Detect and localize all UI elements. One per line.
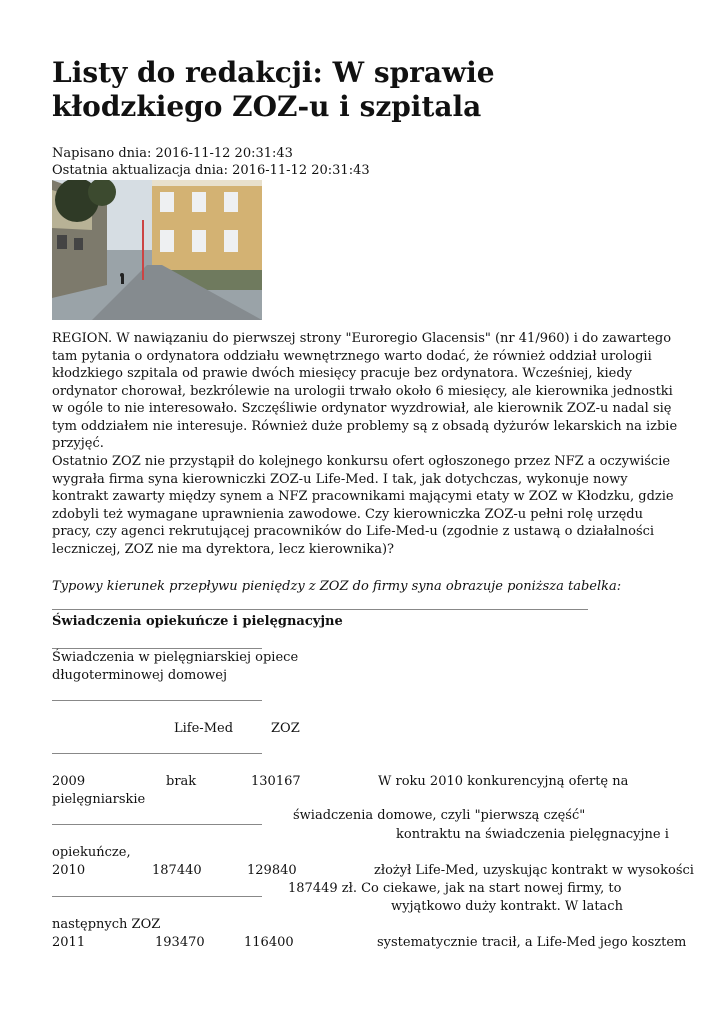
column-header-lifemed: Life-Med [174,721,234,736]
table-row-year: 2011 [52,935,86,950]
table-note-line: wyjątkowo duży kontrakt. W latach [391,899,623,914]
table-subheading-1: Świadczenia w pielęgniarskiej opiece [52,650,299,665]
paragraph-3: Typowy kierunek przepływu pieniędzy z ZOZ do firmy syna obrazuje poniższa tabelka: [52,579,622,594]
page-title: Listy do redakcji: W sprawie kłodzkiego ZOZ-u i szpitala [52,56,495,123]
table-row-zoz: 116400 [244,935,294,950]
table-wrap-text: pielęgniarskie [52,792,146,807]
table-row-zoz: 130167 [251,774,301,789]
table-heading: Świadczenia opiekuńcze i pielęgnacyjne [52,614,343,629]
paragraph-1: REGION. W nawiązaniu do pierwszej strony "Euroregio Glacensis" (nr 41/960) i do zawartego tam pytania o ordynatora oddziału wewnętrznego warto dodać, że również oddział urologii kłodzkiego szpitala od prawie dwóch miesięcy pracuje bez ordynatora. Wcześniej, kiedy ordynator chorował, bezkrólewie na urologii trwało około 6 miesięcy, ale kierownika jednostki w ogóle to nie interesowało. Szczęśliwie ordynator wyzdrowiał, ale kierownik ZOZ-u nadal się tym oddziałem nie interesuje. Również duże problemy są z obsadą dyżurów lekarskich na izbie przyjęć. [52,331,678,451]
table-rule [52,700,262,701]
table-rule [52,824,262,825]
table-note-line: 187449 zł. Co ciekawe, jak na start nowej firmy, to [288,881,622,896]
table-row-lifemed: 193470 [155,935,205,950]
table-note-line: złożył Life-Med, uzyskując kontrakt w wysokości [374,863,694,878]
article-photo [52,180,262,320]
table-rule [52,896,262,897]
table-row-year: 2010 [52,863,86,878]
table-wrap-text: opiekuńcze, [52,845,131,860]
table-note-line: kontraktu na świadczenia pielęgnacyjne i [396,827,669,842]
table-rule-top [52,609,588,610]
table-rule [52,753,262,754]
table-row-year: 2009 [52,774,86,789]
table-note-line: W roku 2010 konkurencyjną ofertę na [378,774,629,789]
table-row-lifemed: 187440 [152,863,202,878]
column-header-zoz: ZOZ [271,721,300,736]
table-row-zoz: 129840 [247,863,297,878]
table-note-line: systematycznie tracił, a Life-Med jego kosztem [377,935,687,950]
table-row-lifemed: brak [166,774,197,789]
updated-date: Ostatnia aktualizacja dnia: 2016-11-12 20:31:43 [52,163,370,178]
table-wrap-text: następnych ZOZ [52,917,161,932]
article-meta [52,145,370,179]
written-date: Napisano dnia: 2016-11-12 20:31:43 [52,146,293,161]
table-subheading-2: długoterminowej domowej [52,668,228,683]
table-note-line: świadczenia domowe, czyli "pierwszą część" [293,808,586,823]
paragraph-2: Ostatnio ZOZ nie przystąpił do kolejnego konkursu ofert ogłoszonego przez NFZ a oczywiście wygrała firma syna kierowniczki ZOZ-u Life-Med. I tak, jak dotychczas, wykonuje nowy kontrakt zawarty między synem a NFZ pracownikami mającymi etaty w ZOZ w Kłodzku, gdzie zdobyli też wymagane uprawnienia zawodowe. Czy kierowniczka ZOZ-u pełni rolę urzędu pracy, czy agenci rekrutującej pracowników do Life-Med-u (zgodnie z ustawą o działalności leczniczej, ZOZ nie ma dyrektora, lecz kierownika)? [52,454,674,557]
